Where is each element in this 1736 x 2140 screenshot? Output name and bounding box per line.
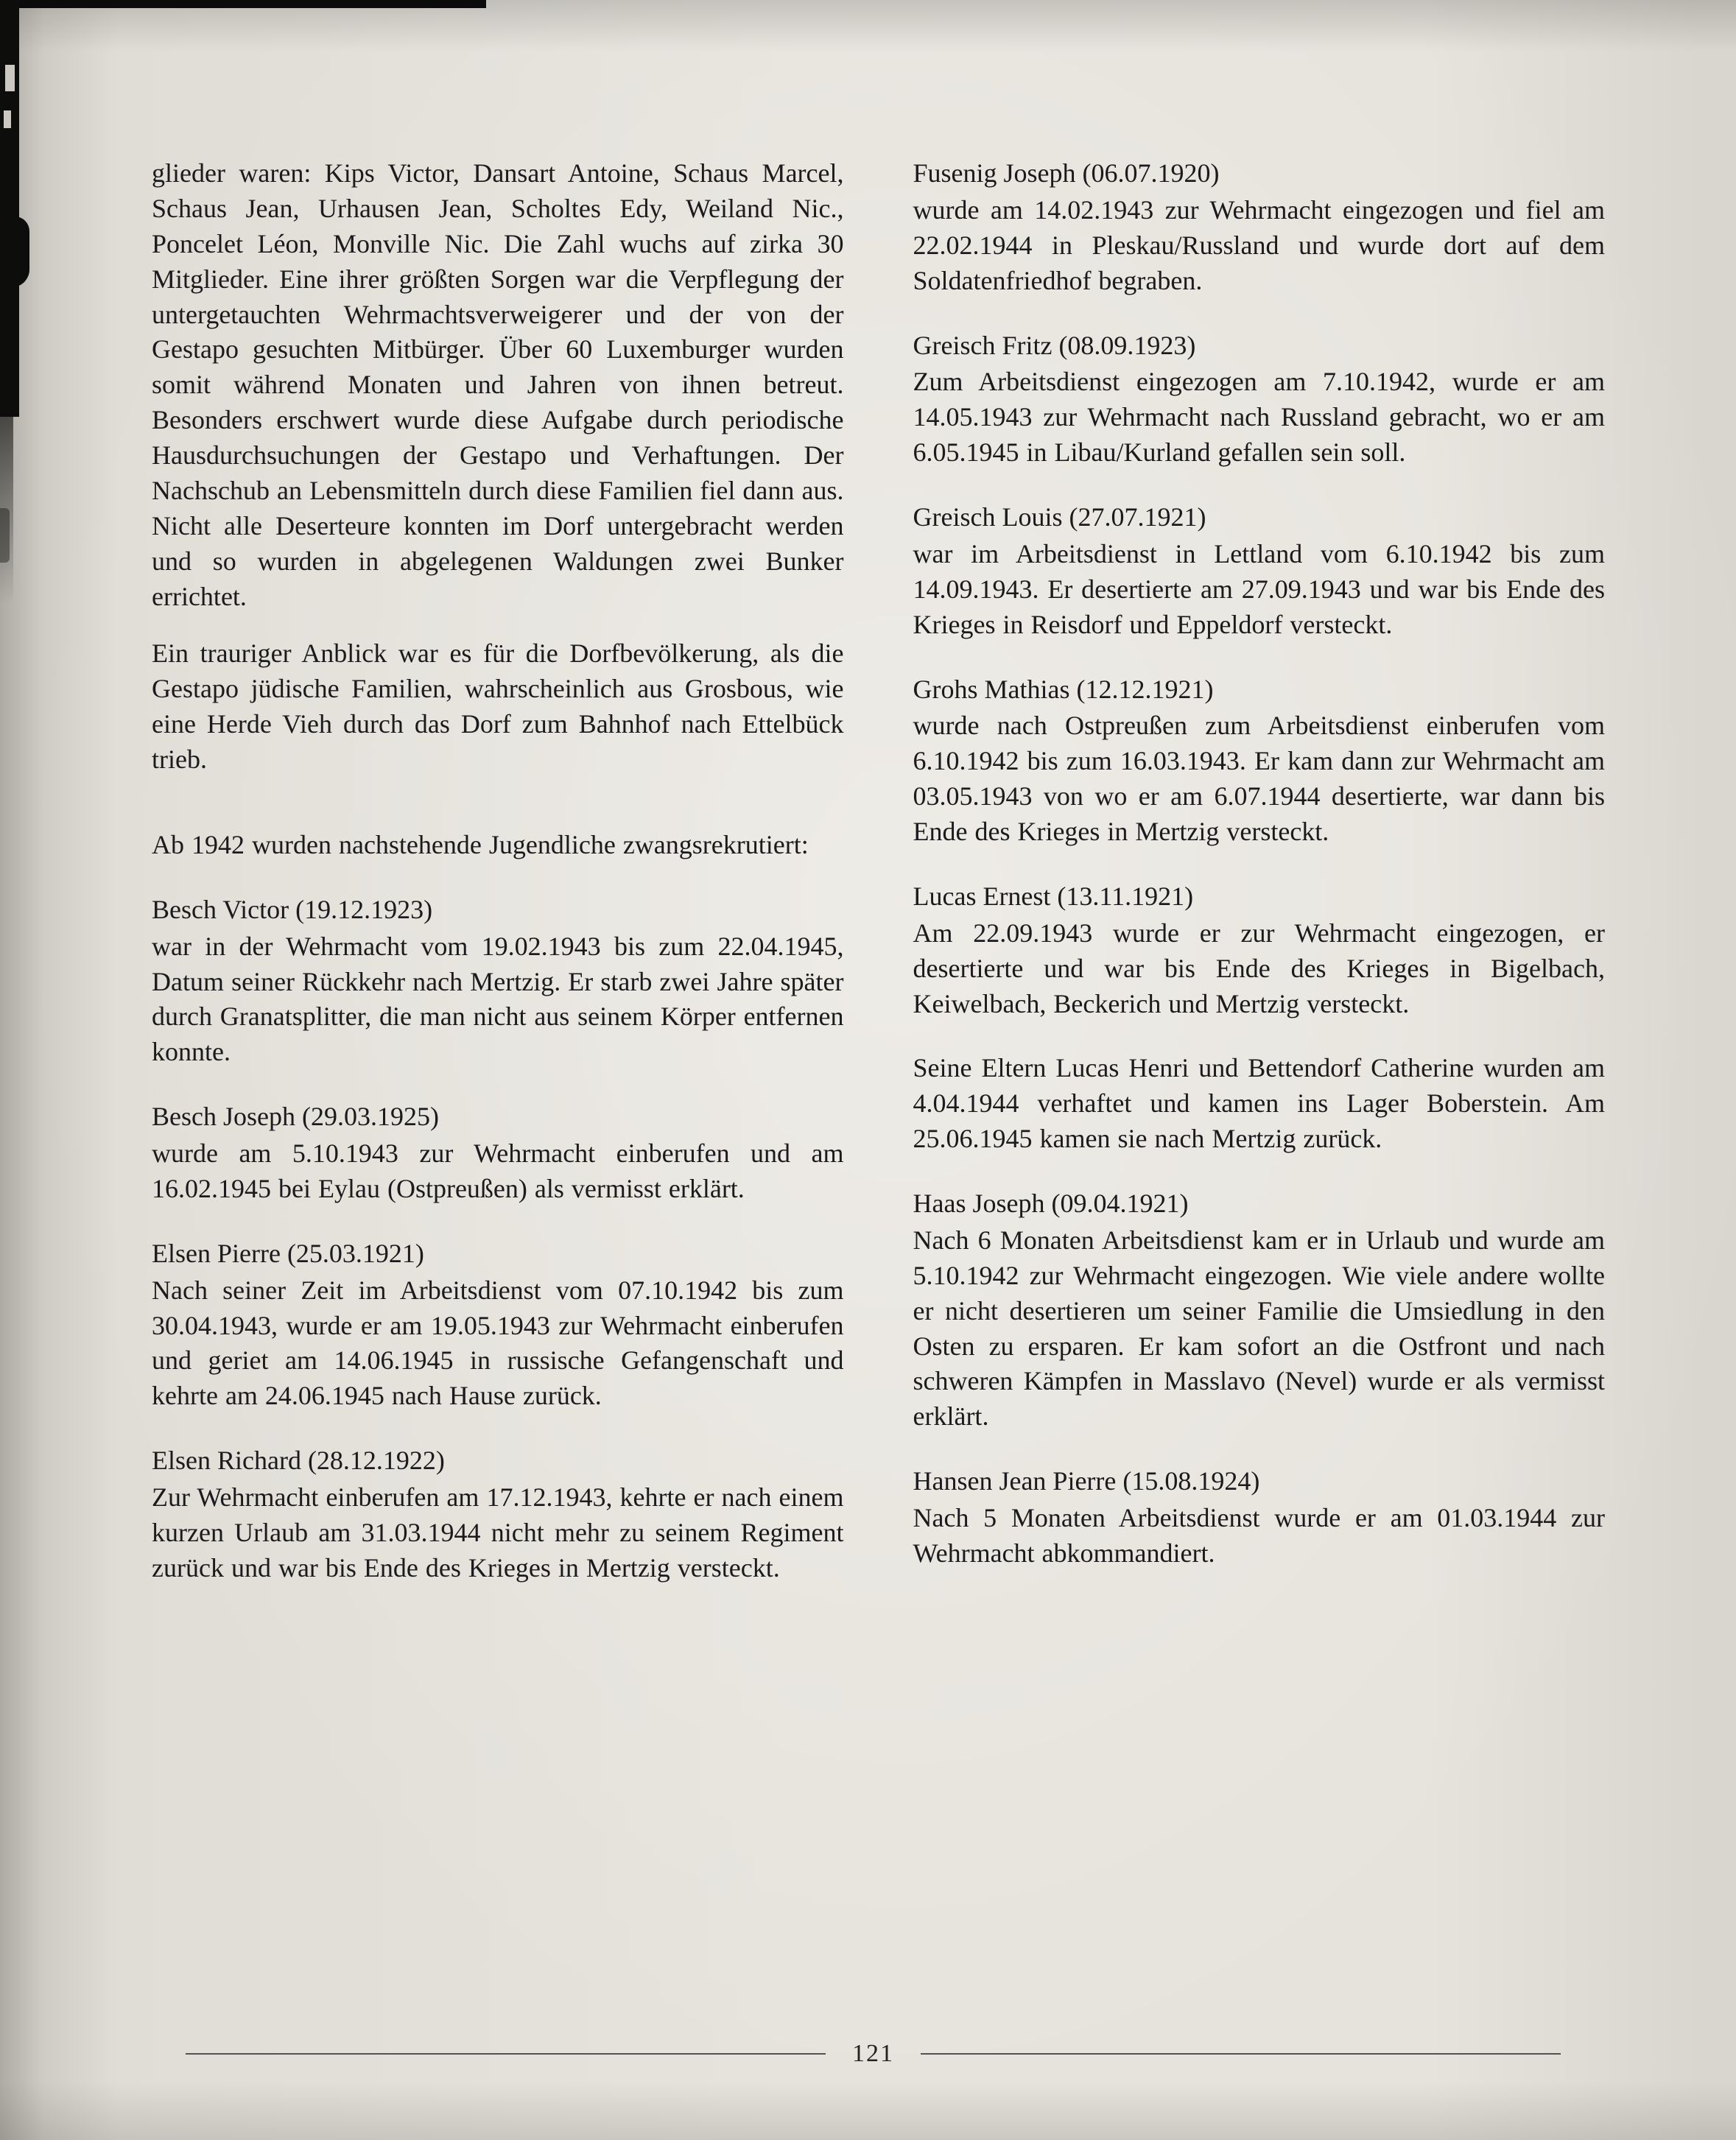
entry-body: wurde am 5.10.1943 zur Wehrmacht einberufen und am 16.02.1945 bei Eylau (Ostpreußen) als vermisst erklärt. [152, 1138, 844, 1203]
entry-heading: Greisch Louis (27.07.1921) [913, 502, 1206, 532]
entry-heading: Lucas Ernest (13.11.1921) [913, 881, 1194, 911]
paragraph-members-continuation: glieder waren: Kips Victor, Dansart Antoine, Schaus Marcel, Schaus Jean, Urhausen Jean, Scholtes Edy, Weiland Nic., Poncelet Léon, Monville Nic. Die Zahl wuchs auf zirka 30 Mitglieder. Eine ihrer größten Sorgen war die Verpflegung der untergetauchten Wehrmachtsverweigerer und der von der Gestapo gesuchten Mitbürger. Über 60 Luxemburger wurden somit während Monaten und Jahren von ihnen betreut. Besonders erschwert wurde diese Aufgabe durch periodische Hausdurchsuchungen der Gestapo und Verhaftungen. Der Nachschub an Lebensmitteln durch diese Familien fiel dann aus. Nicht alle Deserteure konnten im Dorf untergebracht werden und so wurden in abgelegenen Waldungen zwei Bunker errichtet. [152, 158, 844, 611]
entry-besch-joseph [152, 1099, 844, 1207]
entry-heading: Elsen Richard (28.12.1922) [152, 1446, 445, 1476]
entry-heading: Besch Victor (19.12.1923) [152, 894, 433, 924]
page-footer [186, 2040, 1561, 2068]
entry-hansen-jean-pierre [913, 1464, 1606, 1571]
scan-artifact-top-bar [0, 0, 486, 8]
paragraph-gestapo-jewish-families: Ein trauriger Anblick war es für die Dorfbevölkerung, als die Gestapo jüdische Familien, wahrscheinlich aus Grosbous, wie eine Herde Vieh durch das Dorf zum Bahnhof nach Ettelbück trieb. [152, 638, 844, 774]
entry-heading: Hansen Jean Pierre (15.08.1924) [913, 1466, 1260, 1496]
paragraph-1942-intro: Ab 1942 wurden nachstehende Jugendliche zwangsrekrutiert: [152, 829, 809, 859]
entry-body: Am 22.09.1943 wurde er zur Wehrmacht eingezogen, er desertierte und war bis Ende des Krieges in Bigelbach, Keiwelbach, Beckerich und Mertzig versteckt. [913, 918, 1605, 1018]
entry-greisch-louis [913, 500, 1606, 643]
entry-heading: Haas Joseph (09.04.1921) [913, 1189, 1189, 1218]
footer-rule-left [186, 2053, 826, 2055]
entry-body: Zum Arbeitsdienst eingezogen am 7.10.1942, wurde er am 14.05.1943 zur Wehrmacht nach Russland gebracht, wo er am 6.05.1945 in Libau/Kurland gefallen sein soll. [913, 367, 1605, 468]
scan-artifact-notch [4, 110, 11, 128]
scan-artifact-dash [0, 508, 10, 563]
scan-artifact-notch [5, 65, 15, 91]
entry-lucas-ernest [913, 879, 1606, 1022]
entry-besch-victor [152, 893, 844, 1070]
entry-body: Nach 6 Monaten Arbeitsdienst kam er in Urlaub und wurde am 5.10.1942 zur Wehrmacht eingezogen. Wie viele andere wollte er nicht desertieren um seiner Familie die Umsiedlung in den Osten zu ersparen. Er kam sofort an die Ostfront und nach schweren Kämpfen in Masslavo (Nevel) wurde er als vermisst erklärt. [913, 1225, 1605, 1432]
right-column [913, 156, 1606, 1586]
entry-body: Nach seiner Zeit im Arbeitsdienst vom 07.10.1942 bis zum 30.04.1943, wurde er am 19.05.1943 zur Wehrmacht einberufen und geriet am 14.06.1945 in russische Gefangenschaft und kehrte am 24.06.1945 nach Hause zurück. [152, 1275, 844, 1411]
entry-grohs-mathias [913, 672, 1606, 850]
entry-fusenig-joseph [913, 156, 1606, 299]
paragraph-lucas-parents: Seine Eltern Lucas Henri und Bettendorf Catherine wurden am 4.04.1944 verhaftet und kamen ins Lager Boberstein. Am 25.06.1945 kamen sie nach Mertzig zurück. [913, 1053, 1605, 1154]
entry-body: Nach 5 Monaten Arbeitsdienst wurde er am 01.03.1944 zur Wehrmacht abkommandiert. [913, 1503, 1605, 1568]
entry-heading: Elsen Pierre (25.03.1921) [152, 1238, 424, 1268]
entry-body: wurde nach Ostpreußen zum Arbeitsdienst einberufen vom 6.10.1942 bis zum 16.03.1943. Er kam dann zur Wehrmacht am 03.05.1943 von wo er am 6.07.1944 desertierte, war dann bis Ende des Krieges in Mertzig versteckt. [913, 711, 1605, 846]
footer-rule-right [921, 2053, 1561, 2055]
entry-heading: Grohs Mathias (12.12.1921) [913, 674, 1214, 704]
scan-artifact-blob [0, 217, 29, 287]
entry-heading: Fusenig Joseph (06.07.1920) [913, 158, 1220, 188]
scan-vignette-bottom [0, 2081, 1736, 2140]
entry-heading: Besch Joseph (29.03.1925) [152, 1102, 439, 1132]
page-content [152, 156, 1605, 1586]
entry-body: war im Arbeitsdienst in Lettland vom 6.10.1942 bis zum 14.09.1943. Er desertierte am 27.09.1943 und war bis Ende des Krieges in Reisdorf und Eppeldorf versteckt. [913, 538, 1605, 639]
entry-haas-joseph [913, 1186, 1606, 1435]
scan-artifact-left-bar [0, 0, 19, 417]
entry-body: Zur Wehrmacht einberufen am 17.12.1943, kehrte er nach einem kurzen Urlaub am 31.03.1944 nicht mehr zu seinem Regiment zurück und war bis Ende des Krieges in Mertzig versteckt. [152, 1482, 844, 1583]
entry-heading: Greisch Fritz (08.09.1923) [913, 330, 1196, 360]
page-number: 121 [852, 2040, 894, 2067]
left-column [152, 156, 844, 1586]
entry-body: war in der Wehrmacht vom 19.02.1943 bis zum 22.04.1945, Datum seiner Rückkehr nach Mertzig. Er starb zwei Jahre später durch Granatsplitter, die man nicht aus seinem Körper entfernen konnte. [152, 931, 844, 1067]
entry-greisch-fritz [913, 328, 1606, 471]
entry-body: wurde am 14.02.1943 zur Wehrmacht eingezogen und fiel am 22.02.1944 in Pleskau/Russland und wurde dort auf dem Soldatenfriedhof begraben. [913, 194, 1605, 295]
entry-elsen-pierre [152, 1236, 844, 1414]
entry-elsen-richard [152, 1443, 844, 1586]
